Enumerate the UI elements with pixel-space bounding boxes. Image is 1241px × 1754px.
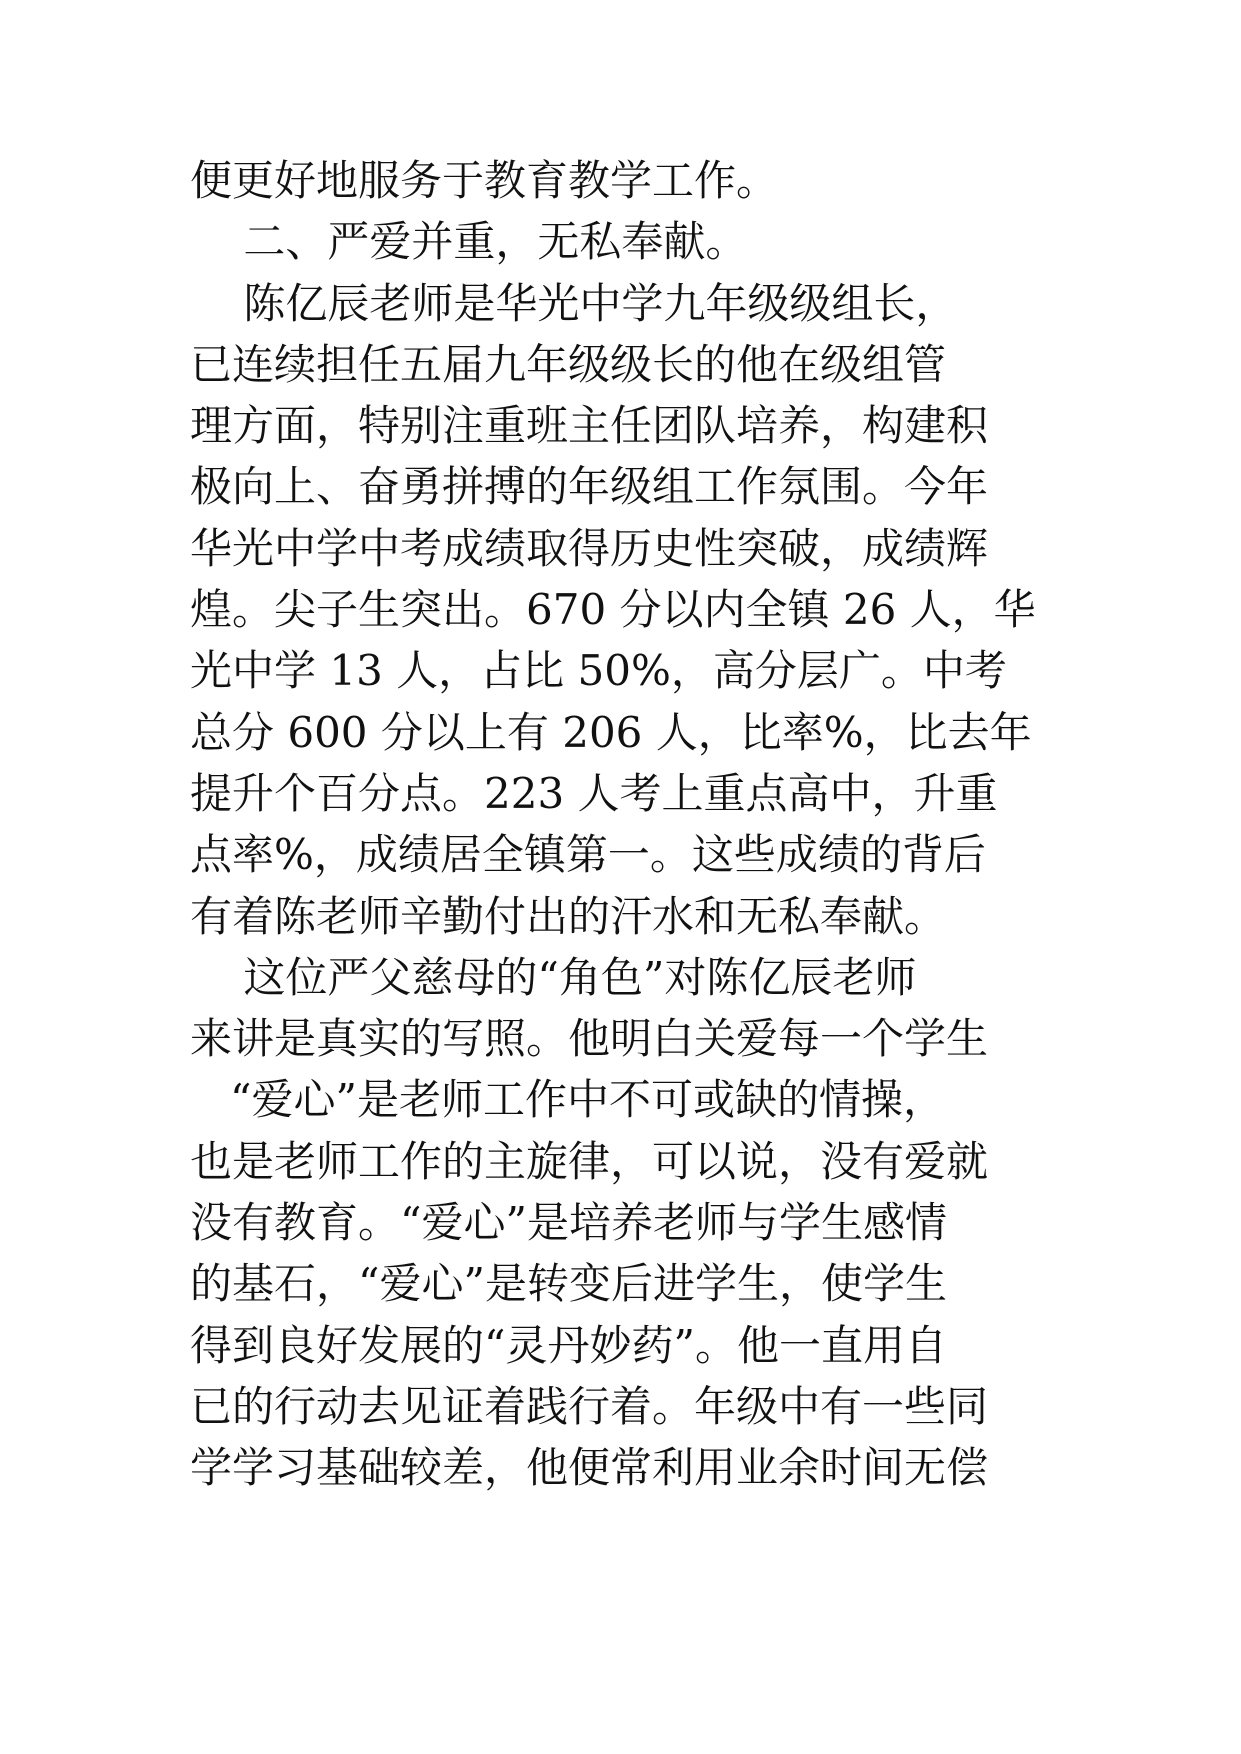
- text-line: 已的行动去见证着践行着。年级中有一些同: [190, 1381, 989, 1431]
- body-text: [190, 150, 1050, 1499]
- text-line: 煌。尖子生突出。670 分以内全镇 26 人，华: [190, 585, 1036, 635]
- text-line: 学学习基础较差，他便常利用业余时间无偿: [190, 1443, 989, 1493]
- text-line: 有着陈老师辛勤付出的汗水和无私奉献。: [190, 891, 947, 941]
- text-line: 没有教育。“爱心”是培养老师与学生感情: [190, 1198, 947, 1248]
- text-line: 理方面，特别注重班主任团队培养，构建积: [190, 401, 989, 451]
- text-line: 来讲是真实的写照。他明白关爱每一个学生: [190, 1014, 989, 1064]
- text-line: 总分 600 分以上有 206 人，比率%，比去年: [190, 707, 1032, 757]
- text-line: 陈亿辰老师是华光中学九年级级组长，: [190, 278, 958, 328]
- text-line: 得到良好发展的“灵丹妙药”。他一直用自: [190, 1320, 947, 1370]
- text-line: “爱心”是老师工作中不可或缺的情操，: [190, 1075, 945, 1125]
- text-line: 这位严父慈母的“角色”对陈亿辰老师: [190, 952, 917, 1002]
- text-line: 也是老师工作的主旋律，可以说，没有爱就: [190, 1136, 989, 1186]
- text-line: 提升个百分点。223 人考上重点高中，升重: [190, 768, 998, 818]
- text-line: 华光中学中考成绩取得历史性突破，成绩辉: [190, 523, 989, 573]
- text-line: 光中学 13 人，占比 50%，高分层广。中考: [190, 646, 1007, 696]
- text-line: 已连续担任五届九年级级长的他在级组管: [190, 339, 947, 389]
- text-line: 极向上、奋勇拼搏的年级组工作氛围。今年: [190, 462, 989, 512]
- text-line: 便更好地服务于教育教学工作。: [190, 156, 779, 205]
- text-line: 的基石，“爱心”是转变后进学生，使学生: [190, 1259, 947, 1309]
- text-line: 点率%，成绩居全镇第一。这些成绩的背后: [190, 830, 986, 880]
- section-heading: 二、严爱并重，无私奉献。: [190, 217, 748, 267]
